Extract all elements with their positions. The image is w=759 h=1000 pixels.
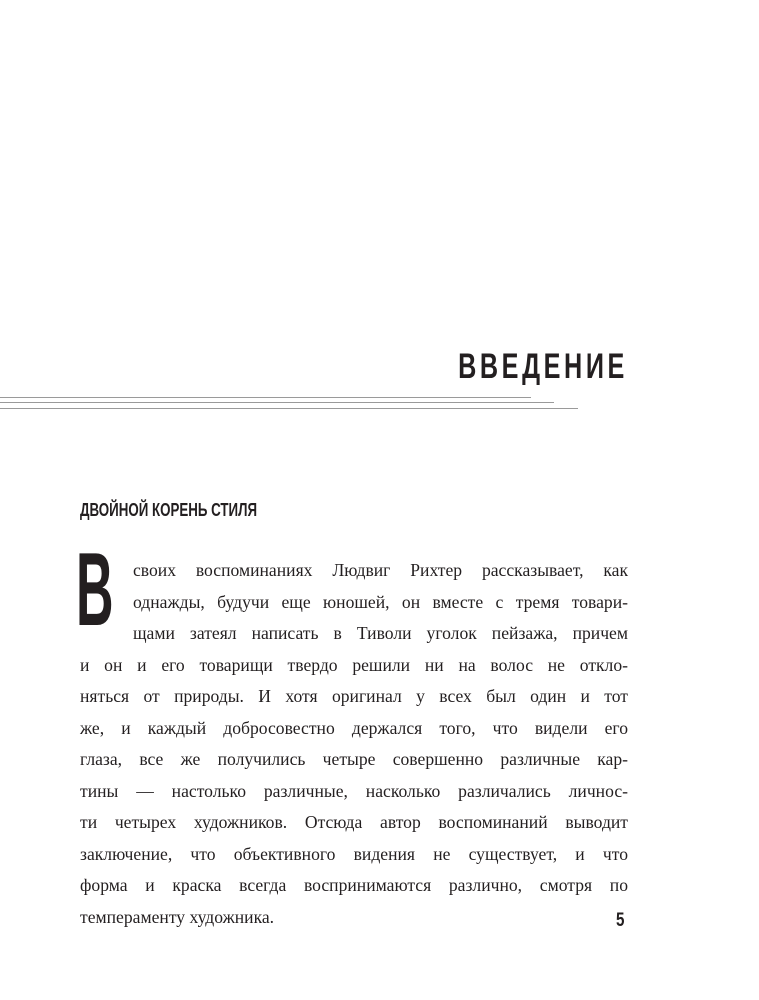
text-line: темпераменту художника. xyxy=(80,906,275,927)
text-line: глаза, все же получились четыре совершенно различные кар- xyxy=(80,749,628,769)
text-line: щами затеял написать в Тиволи уголок пейзажа, причем xyxy=(133,623,628,643)
chapter-title: ВВЕДЕНИЕ xyxy=(458,347,628,386)
decorative-rule xyxy=(0,402,554,403)
decorative-rule xyxy=(0,397,531,398)
section-heading: ДВОЙНОЙ КОРЕНЬ СТИЛЯ xyxy=(80,500,258,520)
decorative-rule xyxy=(0,408,578,409)
text-line: заключение, что объективного видения не существует, и что xyxy=(80,843,628,864)
text-line: ти четырех художников. Отсюда автор воспоминаний выводит xyxy=(80,812,628,832)
text-line: тины — настолько различные, насколько различались личнос- xyxy=(80,780,628,801)
text-line: и он и его товарищи твердо решили ни на волос не откло- xyxy=(80,654,628,675)
text-line: няться от природы. И хотя оригинал у всех был один и тот xyxy=(80,686,628,706)
drop-cap: В xyxy=(76,532,114,648)
text-line: же, и каждый добросовестно держался того, что видели его xyxy=(80,717,628,738)
text-line: однажды, будучи еще юношей, он вместе с тремя товари- xyxy=(133,591,628,612)
page-number: 5 xyxy=(616,910,625,931)
text-line: своих воспоминаниях Людвиг Рихтер рассказывает, как xyxy=(133,560,628,580)
text-line: форма и краска всегда воспринимаются различно, смотря по xyxy=(80,875,628,895)
